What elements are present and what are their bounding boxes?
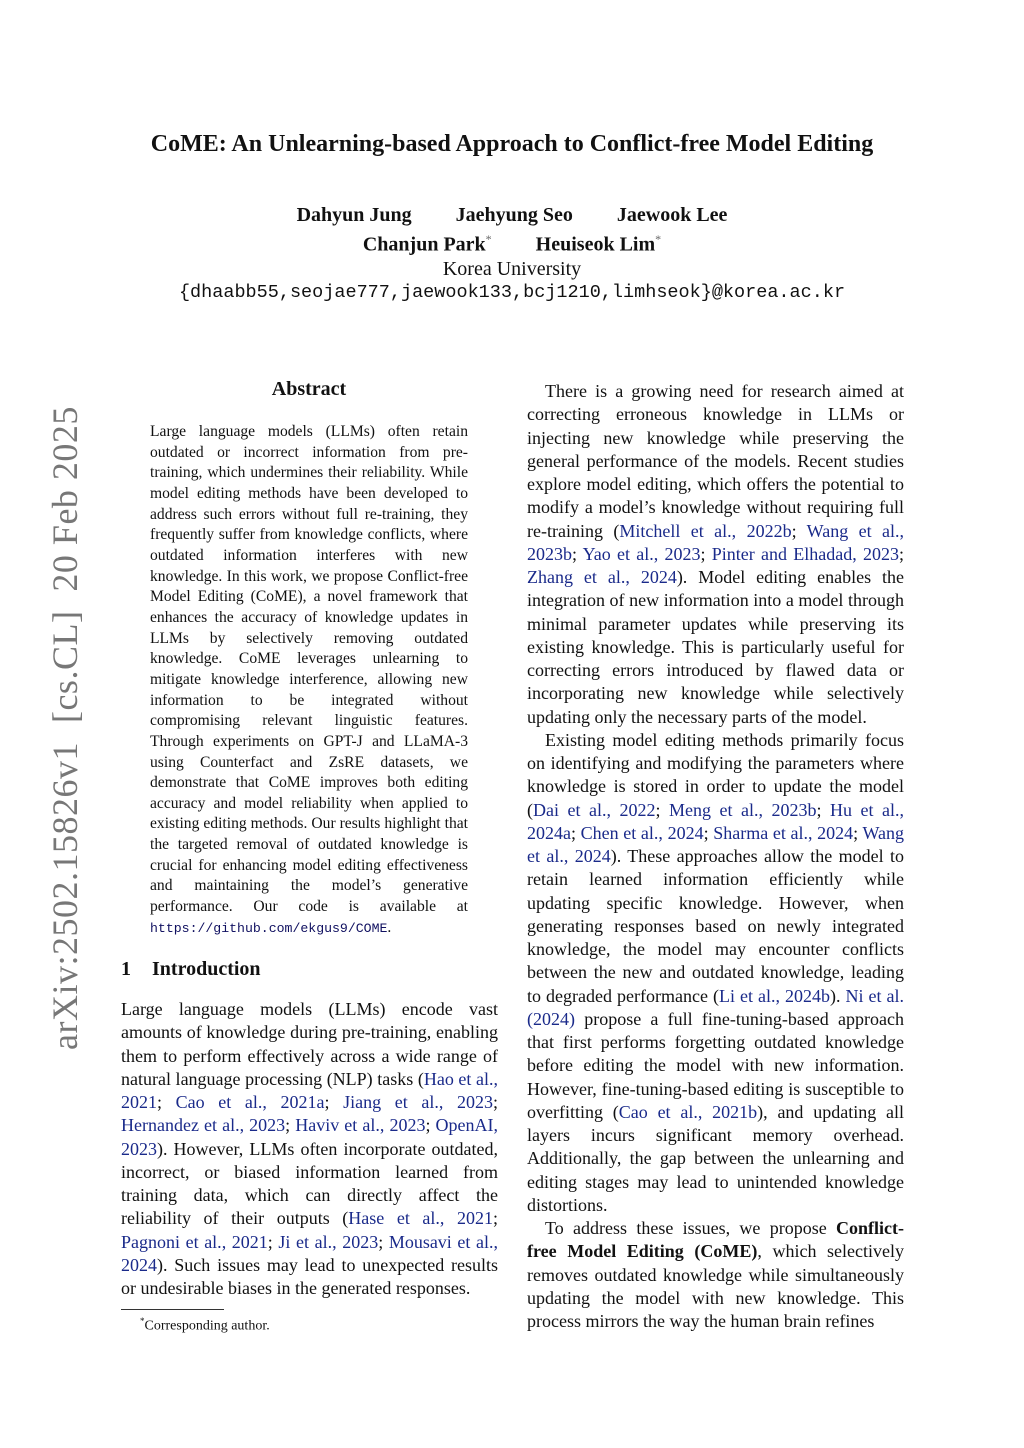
citation-link[interactable]: Wang et al., 2023b bbox=[527, 520, 904, 564]
citation-link[interactable]: Sharma et al., 2024 bbox=[713, 822, 854, 843]
abstract-text: Large language models (LLMs) often retain outdated or incorrect information from pre-training, which undermines their reliability. While model editing methods have been developed to address such errors without full re-training, they frequently suffer from knowledge conflicts, where outdated information interferes with new knowledge. In this work, we propose Conflict-free Model Editing (CoME), a novel framework that enhances the accuracy of knowledge updates in LLMs by selectively removing outdated knowledge. CoME leverages unlearning to mitigate knowledge interference, allowing new information to be integrated without compromising relevant linguistic features. Through experiments on GPT-J and LLaMA-3 using Counterfact and ZsRE datasets, we demonstrate that CoME improves both editing accuracy and model reliability when applied to existing editing methods. Our results highlight that the targeted removal of outdated knowledge is crucial for enhancing model editing effectiveness and maintaining the model’s generative performance. Our code is available at bbox=[150, 423, 468, 916]
section-heading bbox=[121, 958, 261, 981]
paragraph: Existing model editing methods primarily focus on identifying and modifying the parameters where knowledge is stored in order to update the model (Dai et al., 2022; Meng et al., 2023b; Hu et al., 2024a; Chen et al., 2024; Sharma et al., 2024; Wang et al., 2024). These approaches allow the model to retain learned information efficiently while updating specific knowledge. However, when generating responses based on newly integrated knowledge, the model may encounter conflicts between the new and outdated knowledge, leading to degraded performance (Li et al., 2024b). Ni et al. (2024) propose a full fine-tuning-based approach that first performs forgetting outdated knowledge before editing the model with new information. However, fine-tuning-based editing is susceptible to overfitting (Cao et al., 2021b), and updating all layers incurs significant memory overhead. Additionally, the gap between the unlearning and editing stages may lead to unintended knowledge distortions. bbox=[527, 729, 905, 1215]
corresponding-mark: * bbox=[655, 232, 662, 246]
paragraph: There is a growing need for research aimed at correcting erroneous knowledge in LLMs or injecting new knowledge while preserving the general performance of the models. Recent studies explore model editing, which offers the potential to modify a model’s knowledge without requiring full re-training (Mitchell et al., 2022b; Wang et al., 2023b; Yao et al., 2023; Pinter and Elhadad, 2023; Zhang et al., 2024). Model editing enables the integration of new information into a model through minimal parameter updates while preserving its existing knowledge. This is particularly useful for correcting errors introduced by flawed data or incorporating new knowledge while selectively updating only the necessary parts of the model. bbox=[527, 381, 905, 727]
affiliation: Korea University bbox=[442, 257, 582, 280]
citation-link[interactable]: Pagnoni et al., 2021 bbox=[121, 1231, 268, 1252]
citation-link[interactable]: Zhang et al., 2024 bbox=[527, 567, 677, 587]
citation-link[interactable]: Mitchell et al., 2022b bbox=[619, 520, 792, 541]
author-emails: {dhaabb55,seojae777,jaewook133,bcj1210,limhseok}@korea.ac.kr bbox=[178, 281, 846, 303]
author-name: Dahyun Jung bbox=[296, 204, 412, 226]
corresponding-mark: * bbox=[485, 232, 492, 246]
citation-link[interactable]: OpenAI, 2023 bbox=[121, 1115, 498, 1159]
citation-link[interactable]: Wang et al., 2024 bbox=[527, 822, 905, 866]
citation-link[interactable]: Hu et al., 2024a bbox=[527, 799, 905, 843]
section-title: Introduction bbox=[152, 958, 261, 980]
citation-link[interactable]: Chen et al., 2024 bbox=[580, 822, 704, 843]
author-name: Heuiseok Lim bbox=[535, 233, 656, 256]
author-name: Jaehyung Seo bbox=[455, 204, 573, 226]
abstract-heading: Abstract bbox=[271, 378, 347, 400]
section-number: 1 bbox=[121, 958, 131, 980]
citation-link[interactable]: Meng et al., 2023b bbox=[669, 799, 817, 820]
arxiv-identifier: arXiv:2502.15826v1 [cs.CL] 20 Feb 2025 bbox=[45, 406, 85, 1050]
right-column-text bbox=[527, 380, 904, 1333]
footnote: *Corresponding author. bbox=[140, 1316, 270, 1334]
citation-link[interactable]: Ji et al., 2023 bbox=[278, 1231, 379, 1252]
code-link[interactable]: https://github.com/ekgus9/COME bbox=[150, 920, 388, 936]
citation-link[interactable]: Hao et al., 2021 bbox=[121, 1068, 499, 1112]
citation-link[interactable]: Hernandez et al., 2023 bbox=[121, 1115, 286, 1136]
citation-link[interactable]: Mousavi et al., 2024 bbox=[121, 1231, 498, 1275]
paper-title: CoME: An Unlearning-based Approach to Conflict-free Model Editing bbox=[150, 131, 874, 157]
citation-link[interactable]: Cao et al., 2021a bbox=[175, 1092, 325, 1112]
paragraph: Large language models (LLMs) encode vast amounts of knowledge during pre-training, enabling them to perform effectively across a wide range of natural language processing (NLP) tasks (Hao et al., 2021; Cao et al., 2021a; Jiang et al., 2023; Hernandez et al., 2023; Haviv et al., 2023; OpenAI, 2023). However, LLMs often incorporate outdated, incorrect, or biased information learned from training data, which can directly affect the reliability of their outputs (Hase et al., 2021; Pagnoni et al., 2021; Ji et al., 2023; Mousavi et al., 2024). Such issues may lead to unexpected results or undesirable biases in the generated responses. bbox=[121, 999, 499, 1298]
footnote-divider bbox=[121, 1309, 224, 1310]
citation-link[interactable]: Ni et al. (2024) bbox=[527, 985, 905, 1029]
citation-link[interactable]: Yao et al., 2023 bbox=[582, 543, 701, 564]
citation-link[interactable]: Pinter and Elhadad, 2023 bbox=[711, 543, 899, 564]
citation-link[interactable]: Jiang et al., 2023 bbox=[343, 1092, 493, 1112]
citation-link[interactable]: Li et al., 2024b bbox=[718, 985, 830, 1006]
abstract-body: Large language models (LLMs) often retain outdated or incorrect information from pre-training, which undermines their reliability. While model editing methods have been developed to address such errors without full re-training, they frequently suffer from knowledge conflicts, where outdated information interferes with new knowledge. In this work, we propose Conflict-free Model Editing (CoME), a novel framework that enhances the accuracy of knowledge updates in LLMs by selectively removing outdated knowledge. CoME leverages unlearning to mitigate knowledge interference, allowing new information to be integrated without compromising relevant linguistic features. Through experiments on GPT-J and LLaMA-3 using Counterfact and ZsRE datasets, we demonstrate that CoME improves both editing accuracy and model reliability when applied to existing editing methods. Our results highlight that the targeted removal of outdated knowledge is crucial for enhancing model editing effectiveness and maintaining the model’s generative performance. Our code is available at https://github.com/ekgus9/COME. bbox=[150, 423, 468, 936]
citation-link[interactable]: Hase et al., 2021 bbox=[348, 1208, 493, 1229]
author-name: Chanjun Park bbox=[362, 233, 486, 256]
citation-link[interactable]: Cao et al., 2021b bbox=[618, 1101, 758, 1122]
citation-link[interactable]: Haviv et al., 2023 bbox=[295, 1115, 426, 1136]
left-column-text bbox=[121, 998, 498, 1300]
citation-link[interactable]: Dai et al., 2022 bbox=[533, 799, 656, 820]
author-name: Jaewook Lee bbox=[616, 204, 728, 226]
author-block bbox=[0, 203, 1024, 305]
paragraph: To address these issues, we propose Conflict-free Model Editing (CoME), which selectively removes outdated knowledge while simultaneously updating the model with new knowledge. This process mirrors the way the human brain refines bbox=[527, 1218, 904, 1331]
method-name: Conflict-free Model Editing (CoME) bbox=[527, 1218, 904, 1262]
